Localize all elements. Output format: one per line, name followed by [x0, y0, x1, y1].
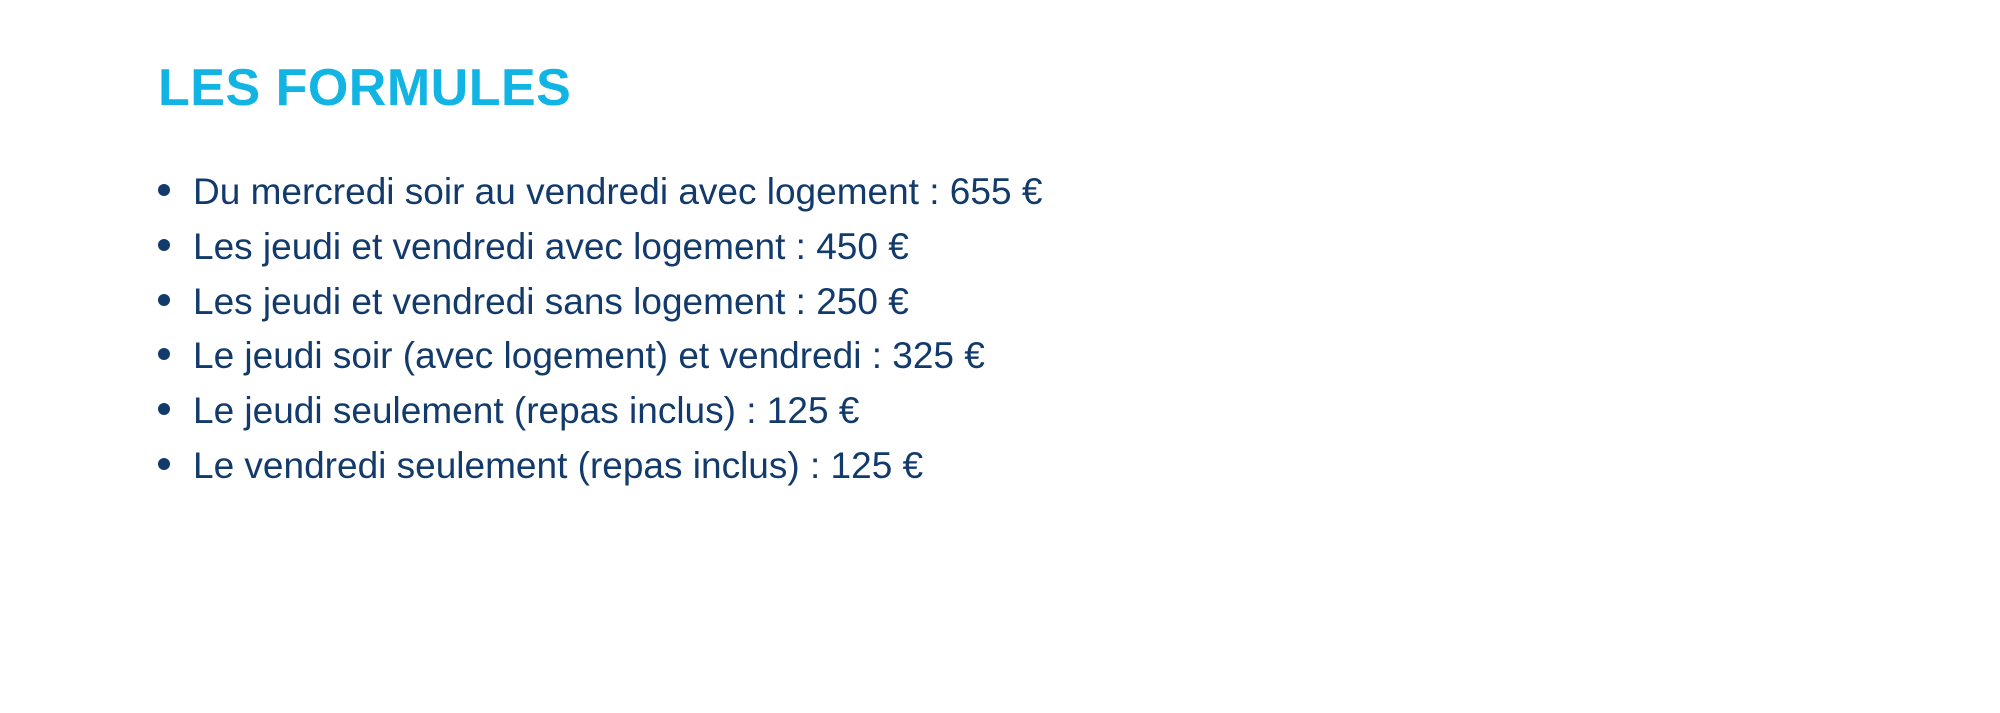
bullet-icon: [158, 184, 170, 196]
list-item: [158, 329, 2000, 384]
bullet-icon: [158, 458, 170, 470]
list-item: [158, 275, 2000, 330]
page-title: LES FORMULES: [158, 59, 572, 117]
list-item: [158, 220, 2000, 275]
list-item-label: Les jeudi et vendredi sans logement : 250 €: [193, 280, 909, 322]
bullet-icon: [158, 239, 170, 251]
bullet-icon: [158, 403, 170, 415]
list-item: [158, 384, 2000, 439]
list-item-label: Le jeudi seulement (repas inclus) : 125 €: [193, 390, 860, 432]
list-item: [158, 165, 2000, 220]
list-item: [158, 439, 2000, 494]
list-item-label: Le vendredi seulement (repas inclus) : 125 €: [193, 444, 924, 486]
list-item-label: Le jeudi soir (avec logement) et vendredi : 325 €: [193, 335, 985, 377]
list-item-label: Les jeudi et vendredi avec logement : 450 €: [193, 225, 909, 267]
bullet-icon: [158, 348, 170, 360]
bullet-icon: [158, 294, 170, 306]
list-item-label: Du mercredi soir au vendredi avec logement : 655 €: [193, 171, 1043, 213]
formulas-list: [158, 165, 2000, 494]
